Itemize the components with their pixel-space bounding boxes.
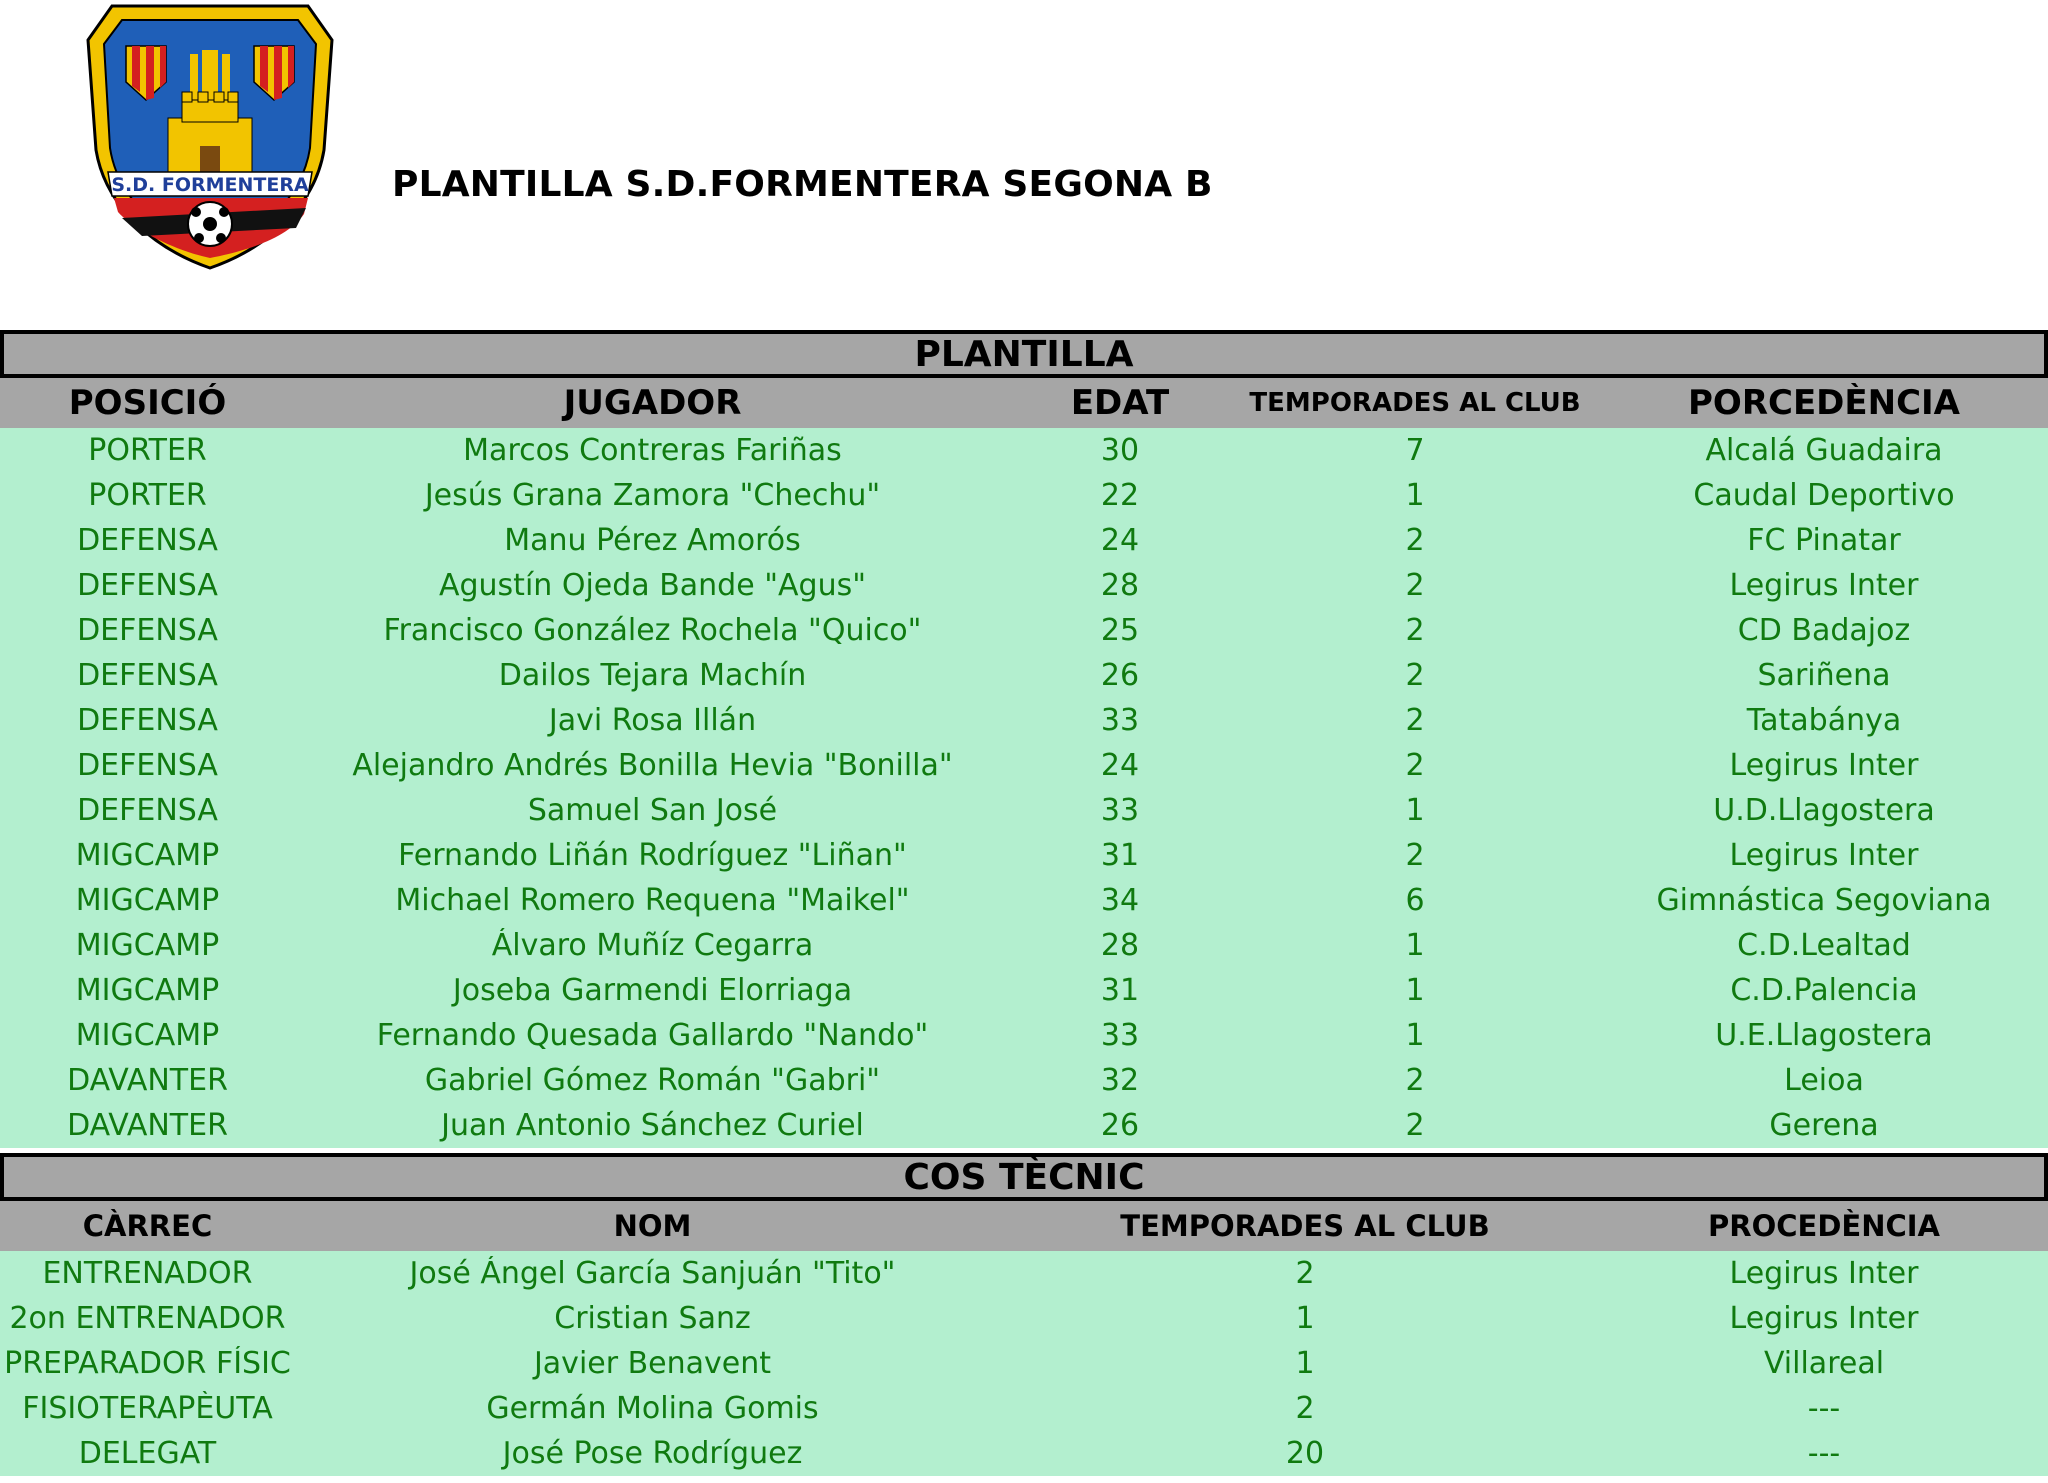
squad-section-title: PLANTILLA bbox=[0, 330, 2048, 378]
table-row bbox=[0, 743, 2048, 788]
cell-age: 33 bbox=[1100, 703, 1140, 738]
cell-provenance: Villareal bbox=[1763, 1346, 1885, 1381]
cell-origin: Legirus Inter bbox=[1729, 568, 1919, 603]
cell-origin: Alcalá Guadaira bbox=[1705, 433, 1943, 468]
cell-position: DEFENSA bbox=[77, 613, 218, 648]
cell-age: 28 bbox=[1100, 568, 1140, 603]
table-row bbox=[0, 563, 2048, 608]
cell-seasons: 6 bbox=[1405, 883, 1425, 918]
cell-seasons: 2 bbox=[1405, 613, 1425, 648]
cell-player: Dailos Tejara Machín bbox=[498, 658, 807, 693]
cell-age: 24 bbox=[1100, 748, 1140, 783]
cell-player: Michael Romero Requena "Maikel" bbox=[395, 883, 910, 918]
col-header-seasons: TEMPORADES AL CLUB bbox=[1249, 388, 1581, 418]
cell-role: DELEGAT bbox=[78, 1436, 217, 1471]
cell-seasons: 1 bbox=[1295, 1301, 1315, 1336]
cell-player: Marcos Contreras Fariñas bbox=[463, 433, 842, 468]
col-header-provenance: PROCEDÈNCIA bbox=[1708, 1209, 1940, 1243]
cell-role: ENTRENADOR bbox=[42, 1256, 253, 1291]
cell-player: Joseba Garmendi Elorriaga bbox=[452, 973, 853, 1008]
cell-age: 32 bbox=[1100, 1063, 1140, 1098]
cell-player: Fernando Liñán Rodríguez "Liñan" bbox=[398, 838, 907, 873]
col-header-origin: PORCEDÈNCIA bbox=[1688, 383, 1960, 423]
squad-header-row bbox=[0, 378, 2048, 428]
cell-player: Javi Rosa Illán bbox=[548, 703, 757, 738]
cell-provenance: --- bbox=[1807, 1391, 1841, 1426]
table-row bbox=[0, 518, 2048, 563]
cell-origin: Sariñena bbox=[1757, 658, 1891, 693]
table-row bbox=[0, 653, 2048, 698]
col-header-role: CÀRREC bbox=[82, 1209, 213, 1243]
cell-origin: U.E.Llagostera bbox=[1715, 1018, 1933, 1053]
cell-age: 31 bbox=[1100, 838, 1140, 873]
table-row bbox=[0, 878, 2048, 923]
col-header-name: NOM bbox=[613, 1209, 692, 1243]
cell-seasons: 2 bbox=[1405, 1108, 1425, 1143]
cell-seasons: 2 bbox=[1405, 568, 1425, 603]
cell-position: PORTER bbox=[88, 478, 207, 513]
cell-position: DEFENSA bbox=[77, 523, 218, 558]
staff-header-row bbox=[0, 1201, 2048, 1251]
table-row bbox=[0, 428, 2048, 473]
cell-role: 2on ENTRENADOR bbox=[9, 1301, 286, 1336]
cell-position: MIGCAMP bbox=[75, 928, 220, 963]
cell-origin: Caudal Deportivo bbox=[1693, 478, 1955, 513]
col-header-position: POSICIÓ bbox=[68, 383, 227, 423]
cell-age: 26 bbox=[1100, 658, 1140, 693]
cell-name: José Pose Rodríguez bbox=[502, 1436, 803, 1471]
cell-age: 34 bbox=[1100, 883, 1140, 918]
table-row bbox=[0, 788, 2048, 833]
page-title: PLANTILLA S.D.FORMENTERA SEGONA B bbox=[392, 164, 1213, 205]
table-row bbox=[0, 833, 2048, 878]
cell-origin: U.D.Llagostera bbox=[1713, 793, 1935, 828]
cell-origin: CD Badajoz bbox=[1737, 613, 1911, 648]
cell-origin: Legirus Inter bbox=[1729, 838, 1919, 873]
cell-player: Álvaro Muñíz Cegarra bbox=[491, 928, 814, 963]
staff-table bbox=[0, 1153, 2048, 1476]
cell-seasons: 2 bbox=[1405, 838, 1425, 873]
table-row bbox=[0, 1058, 2048, 1103]
cell-seasons: 2 bbox=[1405, 1063, 1425, 1098]
svg-text:S.D. FORMENTERA: S.D. FORMENTERA bbox=[111, 174, 309, 196]
cell-age: 33 bbox=[1100, 793, 1140, 828]
cell-seasons: 2 bbox=[1405, 703, 1425, 738]
cell-player: Fernando Quesada Gallardo "Nando" bbox=[376, 1018, 929, 1053]
cell-position: MIGCAMP bbox=[75, 883, 220, 918]
cell-origin: Gerena bbox=[1769, 1108, 1879, 1143]
cell-player: Alejandro Andrés Bonilla Hevia "Bonilla" bbox=[352, 748, 953, 783]
cell-name: Javier Benavent bbox=[533, 1346, 772, 1381]
table-row bbox=[0, 1431, 2048, 1476]
cell-role: PREPARADOR FÍSIC bbox=[4, 1346, 291, 1381]
cell-position: MIGCAMP bbox=[75, 838, 220, 873]
squad-table bbox=[0, 330, 2048, 1148]
cell-origin: Legirus Inter bbox=[1729, 748, 1919, 783]
cell-seasons: 1 bbox=[1405, 478, 1425, 513]
cell-seasons: 2 bbox=[1295, 1391, 1315, 1426]
cell-seasons: 1 bbox=[1405, 973, 1425, 1008]
cell-name: Germán Molina Gomis bbox=[486, 1391, 819, 1426]
cell-seasons: 20 bbox=[1285, 1436, 1325, 1471]
cell-seasons: 7 bbox=[1405, 433, 1425, 468]
cell-age: 24 bbox=[1100, 523, 1140, 558]
cell-age: 33 bbox=[1100, 1018, 1140, 1053]
table-row bbox=[0, 1013, 2048, 1058]
cell-position: DEFENSA bbox=[77, 748, 218, 783]
table-row bbox=[0, 1386, 2048, 1431]
club-crest-logo bbox=[82, 0, 338, 272]
cell-origin: C.D.Palencia bbox=[1730, 973, 1918, 1008]
cell-position: DEFENSA bbox=[77, 703, 218, 738]
table-row bbox=[0, 608, 2048, 653]
cell-origin: Tatabánya bbox=[1746, 703, 1902, 738]
cell-origin: C.D.Lealtad bbox=[1737, 928, 1911, 963]
col-header-player: JUGADOR bbox=[563, 383, 742, 423]
cell-origin: Leioa bbox=[1784, 1063, 1864, 1098]
cell-position: DEFENSA bbox=[77, 658, 218, 693]
cell-seasons: 2 bbox=[1295, 1256, 1315, 1291]
cell-seasons: 2 bbox=[1405, 523, 1425, 558]
cell-age: 31 bbox=[1100, 973, 1140, 1008]
cell-position: MIGCAMP bbox=[75, 973, 220, 1008]
cell-age: 26 bbox=[1100, 1108, 1140, 1143]
cell-age: 22 bbox=[1100, 478, 1140, 513]
cell-provenance: Legirus Inter bbox=[1729, 1301, 1919, 1336]
cell-seasons: 1 bbox=[1295, 1346, 1315, 1381]
cell-age: 25 bbox=[1100, 613, 1140, 648]
staff-section-title: COS TÈCNIC bbox=[0, 1153, 2048, 1201]
cell-player: Francisco González Rochela "Quico" bbox=[383, 613, 922, 648]
cell-seasons: 1 bbox=[1405, 928, 1425, 963]
table-row bbox=[0, 1341, 2048, 1386]
cell-origin: FC Pinatar bbox=[1747, 523, 1901, 558]
table-row bbox=[0, 1296, 2048, 1341]
cell-age: 30 bbox=[1100, 433, 1140, 468]
cell-position: DEFENSA bbox=[77, 568, 218, 603]
table-row bbox=[0, 473, 2048, 518]
cell-provenance: --- bbox=[1807, 1436, 1841, 1471]
cell-role: FISIOTERAPÈUTA bbox=[22, 1391, 273, 1426]
cell-player: Samuel San José bbox=[527, 793, 778, 828]
cell-seasons: 1 bbox=[1405, 1018, 1425, 1053]
cell-origin: Gimnástica Segoviana bbox=[1656, 883, 1992, 918]
cell-player: Manu Pérez Amorós bbox=[504, 523, 801, 558]
table-row bbox=[0, 698, 2048, 743]
table-row bbox=[0, 968, 2048, 1013]
table-row bbox=[0, 1251, 2048, 1296]
cell-seasons: 2 bbox=[1405, 748, 1425, 783]
cell-position: DEFENSA bbox=[77, 793, 218, 828]
col-header-age: EDAT bbox=[1070, 383, 1170, 423]
cell-name: Cristian Sanz bbox=[554, 1301, 751, 1336]
col-header-staff-seasons: TEMPORADES AL CLUB bbox=[1120, 1209, 1490, 1243]
staff-body bbox=[0, 1251, 2048, 1476]
cell-player: Agustín Ojeda Bande "Agus" bbox=[438, 568, 867, 603]
table-row bbox=[0, 923, 2048, 968]
cell-position: DAVANTER bbox=[67, 1063, 228, 1098]
cell-age: 28 bbox=[1100, 928, 1140, 963]
cell-player: Gabriel Gómez Román "Gabri" bbox=[424, 1063, 881, 1098]
cell-player: Juan Antonio Sánchez Curiel bbox=[441, 1108, 864, 1143]
cell-seasons: 2 bbox=[1405, 658, 1425, 693]
cell-position: DAVANTER bbox=[67, 1108, 228, 1143]
cell-seasons: 1 bbox=[1405, 793, 1425, 828]
cell-position: MIGCAMP bbox=[75, 1018, 220, 1053]
cell-position: PORTER bbox=[88, 433, 207, 468]
squad-body bbox=[0, 428, 2048, 1148]
table-row bbox=[0, 1103, 2048, 1148]
cell-provenance: Legirus Inter bbox=[1729, 1256, 1919, 1291]
cell-player: Jesús Grana Zamora "Chechu" bbox=[424, 478, 881, 513]
cell-name: José Ángel García Sanjuán "Tito" bbox=[409, 1256, 896, 1291]
